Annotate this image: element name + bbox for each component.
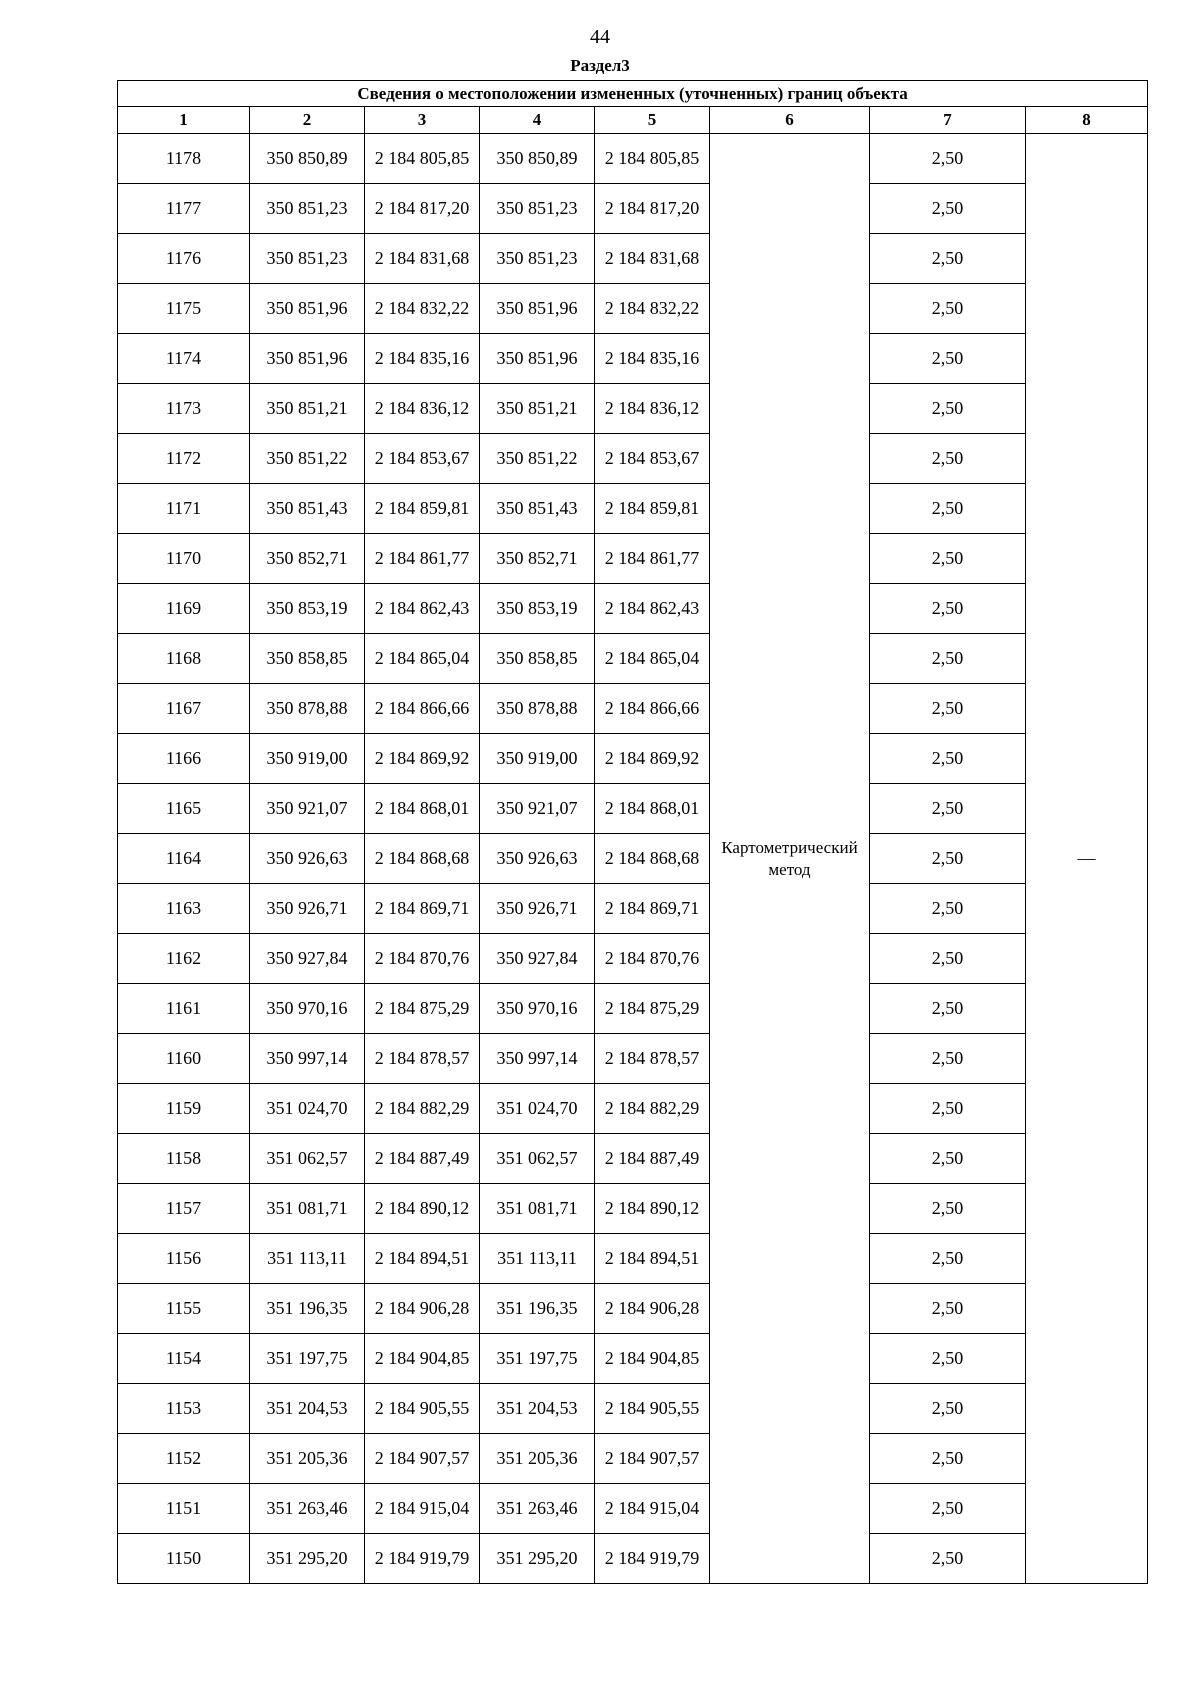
x-old-cell: 350 851,23 [250,234,365,284]
x-old-cell: 351 205,36 [250,1434,365,1484]
y-new-cell: 2 184 835,16 [595,334,710,384]
y-new-cell: 2 184 875,29 [595,984,710,1034]
x-new-cell: 351 196,35 [480,1284,595,1334]
y-old-cell: 2 184 875,29 [365,984,480,1034]
accuracy-cell: 2,50 [870,1434,1026,1484]
x-old-cell: 350 858,85 [250,634,365,684]
x-new-cell: 350 919,00 [480,734,595,784]
accuracy-cell: 2,50 [870,184,1026,234]
y-old-cell: 2 184 836,12 [365,384,480,434]
y-new-cell: 2 184 861,77 [595,534,710,584]
point-number-cell: 1156 [118,1234,250,1284]
y-old-cell: 2 184 862,43 [365,584,480,634]
table-row [118,584,1148,634]
table-row [118,1384,1148,1434]
y-old-cell: 2 184 905,55 [365,1384,480,1434]
x-old-cell: 350 851,22 [250,434,365,484]
accuracy-cell: 2,50 [870,1184,1026,1234]
page-number: 44 [590,26,610,48]
accuracy-cell: 2,50 [870,684,1026,734]
x-old-cell: 351 263,46 [250,1484,365,1534]
y-new-cell: 2 184 865,04 [595,634,710,684]
y-old-cell: 2 184 805,85 [365,134,480,184]
table-row [118,1234,1148,1284]
y-new-cell: 2 184 915,04 [595,1484,710,1534]
point-number-cell: 1157 [118,1184,250,1234]
y-new-cell: 2 184 869,92 [595,734,710,784]
point-number-cell: 1160 [118,1034,250,1084]
x-old-cell: 351 204,53 [250,1384,365,1434]
accuracy-cell: 2,50 [870,284,1026,334]
x-new-cell: 350 858,85 [480,634,595,684]
accuracy-cell: 2,50 [870,484,1026,534]
accuracy-cell: 2,50 [870,784,1026,834]
accuracy-cell: 2,50 [870,334,1026,384]
accuracy-cell: 2,50 [870,734,1026,784]
y-new-cell: 2 184 868,68 [595,834,710,884]
y-new-cell: 2 184 817,20 [595,184,710,234]
x-new-cell: 350 851,96 [480,334,595,384]
accuracy-cell: 2,50 [870,984,1026,1034]
table-row [118,784,1148,834]
table-row [118,1034,1148,1084]
x-old-cell: 350 851,96 [250,334,365,384]
y-old-cell: 2 184 904,85 [365,1334,480,1384]
accuracy-cell: 2,50 [870,1334,1026,1384]
y-old-cell: 2 184 878,57 [365,1034,480,1084]
note-cell: — [1026,134,1148,1584]
column-number: 2 [250,107,365,134]
table-row [118,134,1148,184]
y-new-cell: 2 184 862,43 [595,584,710,634]
point-number-cell: 1169 [118,584,250,634]
table-row [118,684,1148,734]
point-number-cell: 1151 [118,1484,250,1534]
y-new-cell: 2 184 853,67 [595,434,710,484]
x-old-cell: 350 851,96 [250,284,365,334]
y-new-cell: 2 184 869,71 [595,884,710,934]
point-number-cell: 1171 [118,484,250,534]
point-number-cell: 1176 [118,234,250,284]
y-old-cell: 2 184 859,81 [365,484,480,534]
point-number-cell: 1170 [118,534,250,584]
y-new-cell: 2 184 906,28 [595,1284,710,1334]
table-row [118,734,1148,784]
table-row [118,1184,1148,1234]
x-old-cell: 350 851,43 [250,484,365,534]
y-old-cell: 2 184 868,68 [365,834,480,884]
y-old-cell: 2 184 882,29 [365,1084,480,1134]
point-number-cell: 1175 [118,284,250,334]
y-old-cell: 2 184 906,28 [365,1284,480,1334]
x-new-cell: 350 926,71 [480,884,595,934]
y-new-cell: 2 184 866,66 [595,684,710,734]
x-old-cell: 350 926,71 [250,884,365,934]
accuracy-cell: 2,50 [870,134,1026,184]
y-old-cell: 2 184 915,04 [365,1484,480,1534]
accuracy-cell: 2,50 [870,534,1026,584]
accuracy-cell: 2,50 [870,1234,1026,1284]
accuracy-cell: 2,50 [870,384,1026,434]
x-new-cell: 350 927,84 [480,934,595,984]
accuracy-cell: 2,50 [870,584,1026,634]
y-new-cell: 2 184 907,57 [595,1434,710,1484]
y-new-cell: 2 184 904,85 [595,1334,710,1384]
point-number-cell: 1172 [118,434,250,484]
point-number-cell: 1150 [118,1534,250,1584]
column-number: 5 [595,107,710,134]
table-row [118,834,1148,884]
x-new-cell: 351 204,53 [480,1384,595,1434]
x-new-cell: 350 850,89 [480,134,595,184]
x-new-cell: 350 921,07 [480,784,595,834]
x-new-cell: 350 878,88 [480,684,595,734]
x-old-cell: 350 919,00 [250,734,365,784]
y-new-cell: 2 184 859,81 [595,484,710,534]
y-old-cell: 2 184 865,04 [365,634,480,684]
table-row [118,634,1148,684]
y-new-cell: 2 184 919,79 [595,1534,710,1584]
y-new-cell: 2 184 870,76 [595,934,710,984]
table-row [118,1434,1148,1484]
x-old-cell: 350 852,71 [250,534,365,584]
accuracy-cell: 2,50 [870,834,1026,884]
x-new-cell: 350 851,22 [480,434,595,484]
y-old-cell: 2 184 835,16 [365,334,480,384]
x-old-cell: 350 926,63 [250,834,365,884]
point-number-cell: 1166 [118,734,250,784]
table-row [118,1334,1148,1384]
point-number-cell: 1153 [118,1384,250,1434]
x-old-cell: 350 853,19 [250,584,365,634]
accuracy-cell: 2,50 [870,1484,1026,1534]
y-old-cell: 2 184 817,20 [365,184,480,234]
table-body [118,134,1148,1584]
table-row [118,1534,1148,1584]
point-number-cell: 1178 [118,134,250,184]
x-new-cell: 351 113,11 [480,1234,595,1284]
accuracy-cell: 2,50 [870,234,1026,284]
point-number-cell: 1158 [118,1134,250,1184]
y-old-cell: 2 184 831,68 [365,234,480,284]
y-new-cell: 2 184 887,49 [595,1134,710,1184]
x-new-cell: 351 205,36 [480,1434,595,1484]
point-number-cell: 1167 [118,684,250,734]
y-old-cell: 2 184 868,01 [365,784,480,834]
x-new-cell: 350 926,63 [480,834,595,884]
x-new-cell: 351 295,20 [480,1534,595,1584]
table-row [118,1084,1148,1134]
table-row [118,434,1148,484]
x-old-cell: 350 878,88 [250,684,365,734]
y-old-cell: 2 184 890,12 [365,1184,480,1234]
accuracy-cell: 2,50 [870,1034,1026,1084]
y-old-cell: 2 184 870,76 [365,934,480,984]
column-number: 3 [365,107,480,134]
accuracy-cell: 2,50 [870,1084,1026,1134]
table-row [118,334,1148,384]
x-old-cell: 350 851,21 [250,384,365,434]
section-title: Раздел3 [570,56,630,75]
point-number-cell: 1173 [118,384,250,434]
column-number: 4 [480,107,595,134]
point-number-cell: 1162 [118,934,250,984]
y-new-cell: 2 184 905,55 [595,1384,710,1434]
x-new-cell: 350 997,14 [480,1034,595,1084]
table-row [118,384,1148,434]
table-row [118,984,1148,1034]
y-new-cell: 2 184 894,51 [595,1234,710,1284]
x-new-cell: 350 853,19 [480,584,595,634]
y-old-cell: 2 184 869,92 [365,734,480,784]
x-old-cell: 350 850,89 [250,134,365,184]
point-number-cell: 1161 [118,984,250,1034]
table-caption: Сведения о местоположении измененных (уточненных) границ объекта [118,81,1148,107]
y-new-cell: 2 184 805,85 [595,134,710,184]
column-number-row [118,107,1148,134]
point-number-cell: 1152 [118,1434,250,1484]
table-row [118,484,1148,534]
y-old-cell: 2 184 832,22 [365,284,480,334]
table-row [118,884,1148,934]
x-old-cell: 350 851,23 [250,184,365,234]
point-number-cell: 1165 [118,784,250,834]
table-row [118,1134,1148,1184]
y-old-cell: 2 184 894,51 [365,1234,480,1284]
point-number-cell: 1159 [118,1084,250,1134]
x-new-cell: 350 852,71 [480,534,595,584]
table-row [118,934,1148,984]
table-row [118,1284,1148,1334]
y-old-cell: 2 184 887,49 [365,1134,480,1184]
accuracy-cell: 2,50 [870,1534,1026,1584]
x-old-cell: 351 081,71 [250,1184,365,1234]
y-old-cell: 2 184 919,79 [365,1534,480,1584]
y-new-cell: 2 184 878,57 [595,1034,710,1084]
accuracy-cell: 2,50 [870,634,1026,684]
table-row [118,534,1148,584]
y-new-cell: 2 184 831,68 [595,234,710,284]
column-number: 1 [118,107,250,134]
point-number-cell: 1163 [118,884,250,934]
accuracy-cell: 2,50 [870,1134,1026,1184]
y-old-cell: 2 184 869,71 [365,884,480,934]
x-old-cell: 350 921,07 [250,784,365,834]
x-old-cell: 351 113,11 [250,1234,365,1284]
point-number-cell: 1164 [118,834,250,884]
accuracy-cell: 2,50 [870,1284,1026,1334]
accuracy-cell: 2,50 [870,434,1026,484]
point-number-cell: 1177 [118,184,250,234]
column-number: 7 [870,107,1026,134]
x-new-cell: 350 970,16 [480,984,595,1034]
x-new-cell: 350 851,21 [480,384,595,434]
y-new-cell: 2 184 890,12 [595,1184,710,1234]
x-new-cell: 350 851,23 [480,184,595,234]
x-new-cell: 351 024,70 [480,1084,595,1134]
y-new-cell: 2 184 868,01 [595,784,710,834]
accuracy-cell: 2,50 [870,884,1026,934]
x-new-cell: 350 851,43 [480,484,595,534]
y-new-cell: 2 184 832,22 [595,284,710,334]
column-number: 8 [1026,107,1148,134]
column-number: 6 [710,107,870,134]
x-new-cell: 350 851,23 [480,234,595,284]
x-new-cell: 351 263,46 [480,1484,595,1534]
point-number-cell: 1155 [118,1284,250,1334]
method-cell: Картометрический метод [710,134,870,1584]
point-number-cell: 1154 [118,1334,250,1384]
x-new-cell: 350 851,96 [480,284,595,334]
x-old-cell: 351 196,35 [250,1284,365,1334]
table-row [118,184,1148,234]
table-row [118,234,1148,284]
accuracy-cell: 2,50 [870,934,1026,984]
y-new-cell: 2 184 882,29 [595,1084,710,1134]
x-new-cell: 351 197,75 [480,1334,595,1384]
y-new-cell: 2 184 836,12 [595,384,710,434]
x-new-cell: 351 081,71 [480,1184,595,1234]
x-old-cell: 350 927,84 [250,934,365,984]
table-row [118,1484,1148,1534]
point-number-cell: 1168 [118,634,250,684]
table-row [118,284,1148,334]
x-new-cell: 351 062,57 [480,1134,595,1184]
y-old-cell: 2 184 853,67 [365,434,480,484]
y-old-cell: 2 184 907,57 [365,1434,480,1484]
x-old-cell: 351 197,75 [250,1334,365,1384]
boundary-coordinates-table [117,80,1148,1584]
x-old-cell: 351 062,57 [250,1134,365,1184]
x-old-cell: 351 295,20 [250,1534,365,1584]
x-old-cell: 350 970,16 [250,984,365,1034]
x-old-cell: 350 997,14 [250,1034,365,1084]
x-old-cell: 351 024,70 [250,1084,365,1134]
point-number-cell: 1174 [118,334,250,384]
accuracy-cell: 2,50 [870,1384,1026,1434]
y-old-cell: 2 184 861,77 [365,534,480,584]
y-old-cell: 2 184 866,66 [365,684,480,734]
